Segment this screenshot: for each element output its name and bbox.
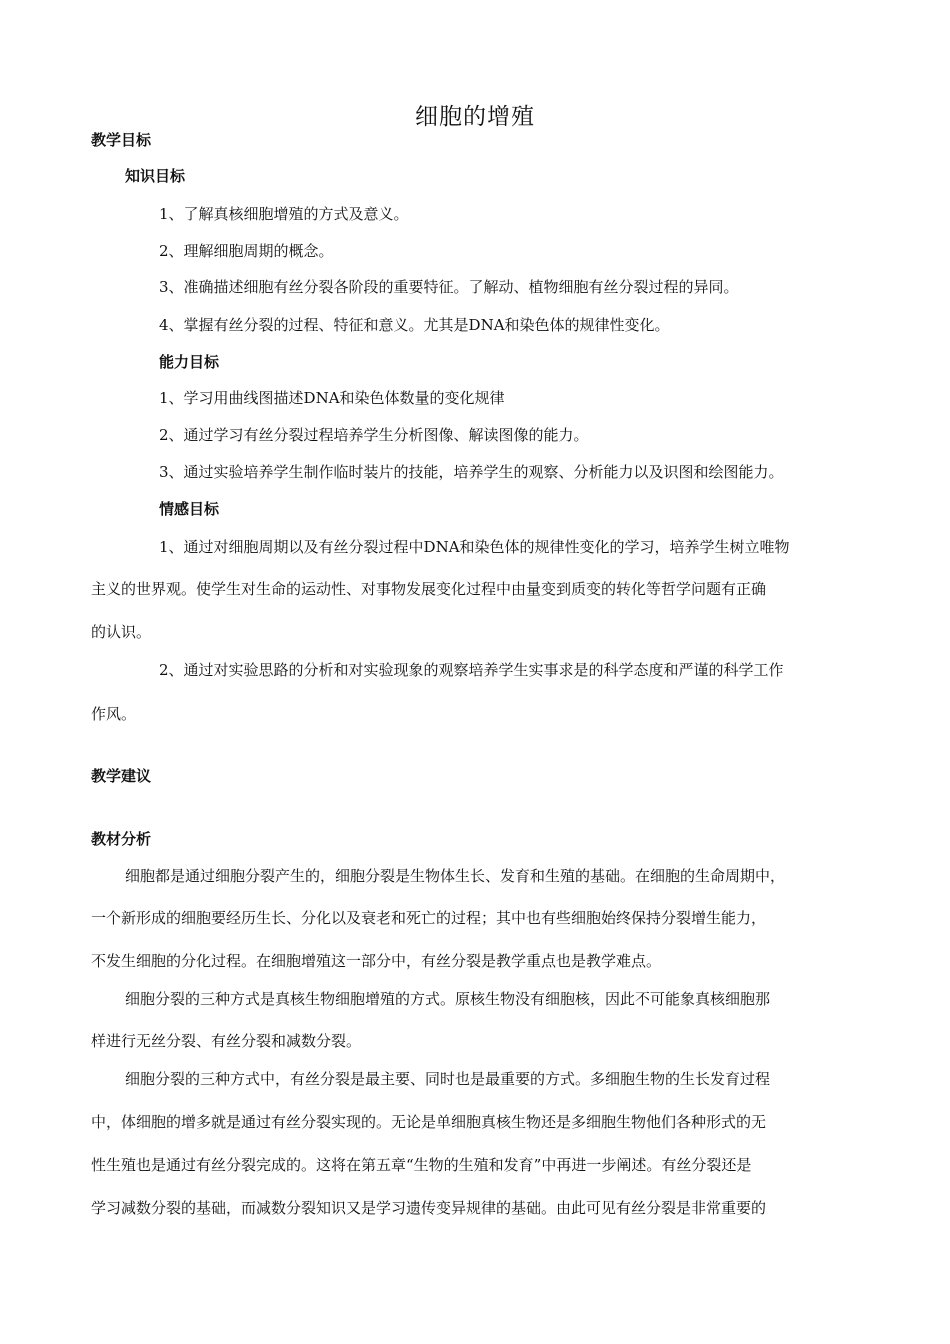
heading-teaching-goals: 教学目标	[91, 131, 152, 149]
material-para-3-line-4: 学习减数分裂的基础，而减数分裂知识又是学习遗传变异规律的基础。由此可见有丝分裂是非常重要的	[91, 1199, 767, 1217]
ability-item-1: 1、学习用曲线图描述DNA和染色体数量的变化规律	[159, 389, 505, 407]
heading-knowledge-goals: 知识目标	[125, 167, 186, 185]
knowledge-item-4: 4、掌握有丝分裂的过程、特征和意义。尤其是DNA和染色体的规律性变化。	[159, 316, 670, 334]
knowledge-item-2: 2、理解细胞周期的概念。	[159, 242, 334, 260]
ability-item-3: 3、通过实验培养学生制作临时装片的技能，培养学生的观察、分析能力以及识图和绘图能力。	[159, 463, 784, 481]
document-title: 细胞的增殖	[415, 104, 535, 130]
emotion-item-1-line-2: 主义的世界观。使学生对生命的运动性、对事物发展变化过程中由量变到质变的转化等哲学问题有正确	[91, 580, 767, 598]
material-para-3-line-1: 细胞分裂的三种方式中，有丝分裂是最主要、同时也是最重要的方式。多细胞生物的生长发育过程	[125, 1070, 771, 1088]
emotion-item-2-line-1: 2、通过对实验思路的分析和对实验现象的观察培养学生实事求是的科学态度和严谨的科学工作	[159, 661, 784, 679]
knowledge-item-1: 1、了解真核细胞增殖的方式及意义。	[159, 205, 409, 223]
heading-emotion-goals: 情感目标	[159, 500, 220, 518]
heading-material-analysis: 教材分析	[91, 830, 152, 848]
heading-ability-goals: 能力目标	[159, 353, 220, 371]
material-para-1-line-3: 不发生细胞的分化过程。在细胞增殖这一部分中，有丝分裂是教学重点也是教学难点。	[91, 952, 662, 970]
material-para-3-line-2: 中，体细胞的增多就是通过有丝分裂实现的。无论是单细胞真核生物还是多细胞生物他们各种形式的无	[91, 1113, 767, 1131]
material-para-2-line-2: 样进行无丝分裂、有丝分裂和减数分裂。	[91, 1032, 362, 1050]
emotion-item-1-line-1: 1、通过对细胞周期以及有丝分裂过程中DNA和染色体的规律性变化的学习，培养学生树立唯物	[159, 538, 790, 556]
ability-item-2: 2、通过学习有丝分裂过程培养学生分析图像、解读图像的能力。	[159, 426, 589, 444]
material-para-3-line-3: 性生殖也是通过有丝分裂完成的。这将在第五章“生物的生殖和发育”中再进一步阐述。有丝分裂还是	[91, 1156, 752, 1174]
heading-teaching-advice: 教学建议	[91, 767, 152, 785]
material-para-2-line-1: 细胞分裂的三种方式是真核生物细胞增殖的方式。原核生物没有细胞核，因此不可能象真核细胞那	[125, 990, 771, 1008]
emotion-item-2-line-2: 作风。	[91, 705, 137, 723]
material-para-1-line-1: 细胞都是通过细胞分裂产生的，细胞分裂是生物体生长、发育和生殖的基础。在细胞的生命周期中，	[125, 867, 786, 885]
material-para-1-line-2: 一个新形成的细胞要经历生长、分化以及衰老和死亡的过程；其中也有些细胞始终保持分裂增生能力，	[91, 909, 767, 927]
knowledge-item-3: 3、准确描述细胞有丝分裂各阶段的重要特征。了解动、植物细胞有丝分裂过程的异同。	[159, 278, 739, 296]
emotion-item-1-line-3: 的认识。	[91, 623, 152, 641]
